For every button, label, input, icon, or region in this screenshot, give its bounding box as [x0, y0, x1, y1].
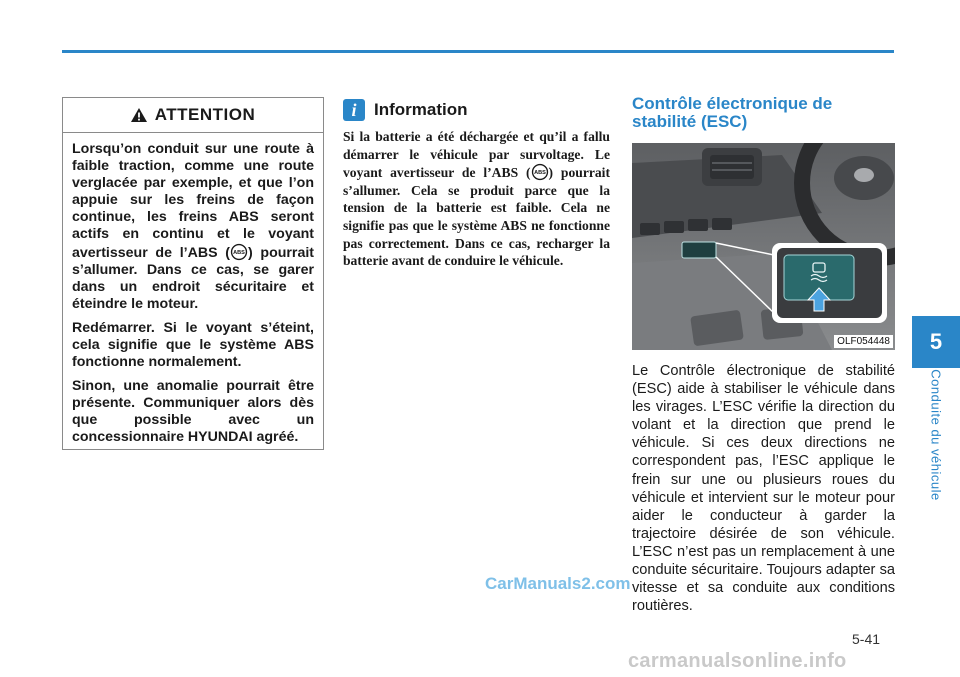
svg-text:ABS: ABS: [233, 250, 245, 257]
esc-body: Le Contrôle électronique de stabilité (ESC) aide à stabiliser le véhicule dans les virages. L’ESC vérifie la direction du volant et la direction que prend le véhicule. Si ces deux directions ne correspondent pas, l’ESC applique le frein sur une ou plusieurs roues du véhicule et intervient sur le moteur pour aider le conducteur à garder la trajectoire désirée de son véhicule. L’ESC n’est pas un remplacement à une conduite sécuritaire. Toujours adapter sa vitesse et sa conduite aux conditions routières.: [632, 363, 895, 615]
esc-figure: [632, 143, 895, 350]
abs-warning-icon: [531, 163, 549, 181]
information-section: [343, 96, 610, 270]
attention-header: [63, 98, 323, 133]
information-text: ) pourrait s’allumer. Cela se produit parce que la tension de la batterie est faible. Cela ne signifie pas que le système ABS ne fonctionne pas correctement. Dans ce cas, recharger la batterie avant de conduire le véhicule.: [343, 165, 610, 269]
footer-watermark: carmanualsonline.info: [628, 650, 847, 672]
attention-text: ) pourrait s’allumer. Dans ce cas, se garer dans un endroit sécuritaire et éteindre le moteur.: [72, 245, 314, 312]
attention-paragraph: Sinon, une anomalie pourrait être présente. Communiquer alors dès que possible avec un concessionnaire HYUNDAI agréé.: [72, 378, 314, 445]
esc-section: [632, 95, 895, 615]
figure-code: OLF054448: [834, 335, 893, 348]
watermark: CarManuals2.com: [485, 574, 631, 593]
abs-warning-icon: [230, 243, 248, 261]
attention-body: [63, 133, 323, 446]
page-number: 5-41: [852, 631, 881, 647]
information-text: Si la batterie a été déchargée et qu’il a fallu démarrer le véhicule par survoltage. Le voyant avertisseur de l’ABS (: [343, 129, 610, 181]
information-title: Information: [374, 100, 468, 119]
attention-box: [62, 97, 324, 450]
svg-text:ABS: ABS: [533, 170, 546, 177]
esc-title: Contrôle électronique de stabilité (ESC): [632, 94, 833, 131]
chapter-tab[interactable]: 5: [912, 316, 960, 368]
chapter-title: Conduite du véhicule: [928, 369, 944, 501]
attention-paragraph: Redémarrer. Si le voyant s’éteint, cela signifie que le système ABS fonctionne normalement.: [72, 320, 314, 370]
attention-paragraph: [72, 141, 314, 313]
information-body: [343, 128, 610, 270]
dashboard-illustration: [632, 143, 895, 350]
warning-triangle-icon: [131, 108, 147, 122]
attention-text: Lorsqu’on conduit sur une route à faible traction, comme une route verglacée par exemple, et que l’on appuie sur les freins de façon continue, les freins ABS seront actifs en continu et le voyant avertisseur de l’ABS (: [72, 141, 314, 261]
top-rule: [62, 50, 894, 53]
attention-title: ATTENTION: [154, 105, 256, 124]
info-icon: i: [343, 99, 365, 121]
information-header: [343, 96, 610, 124]
